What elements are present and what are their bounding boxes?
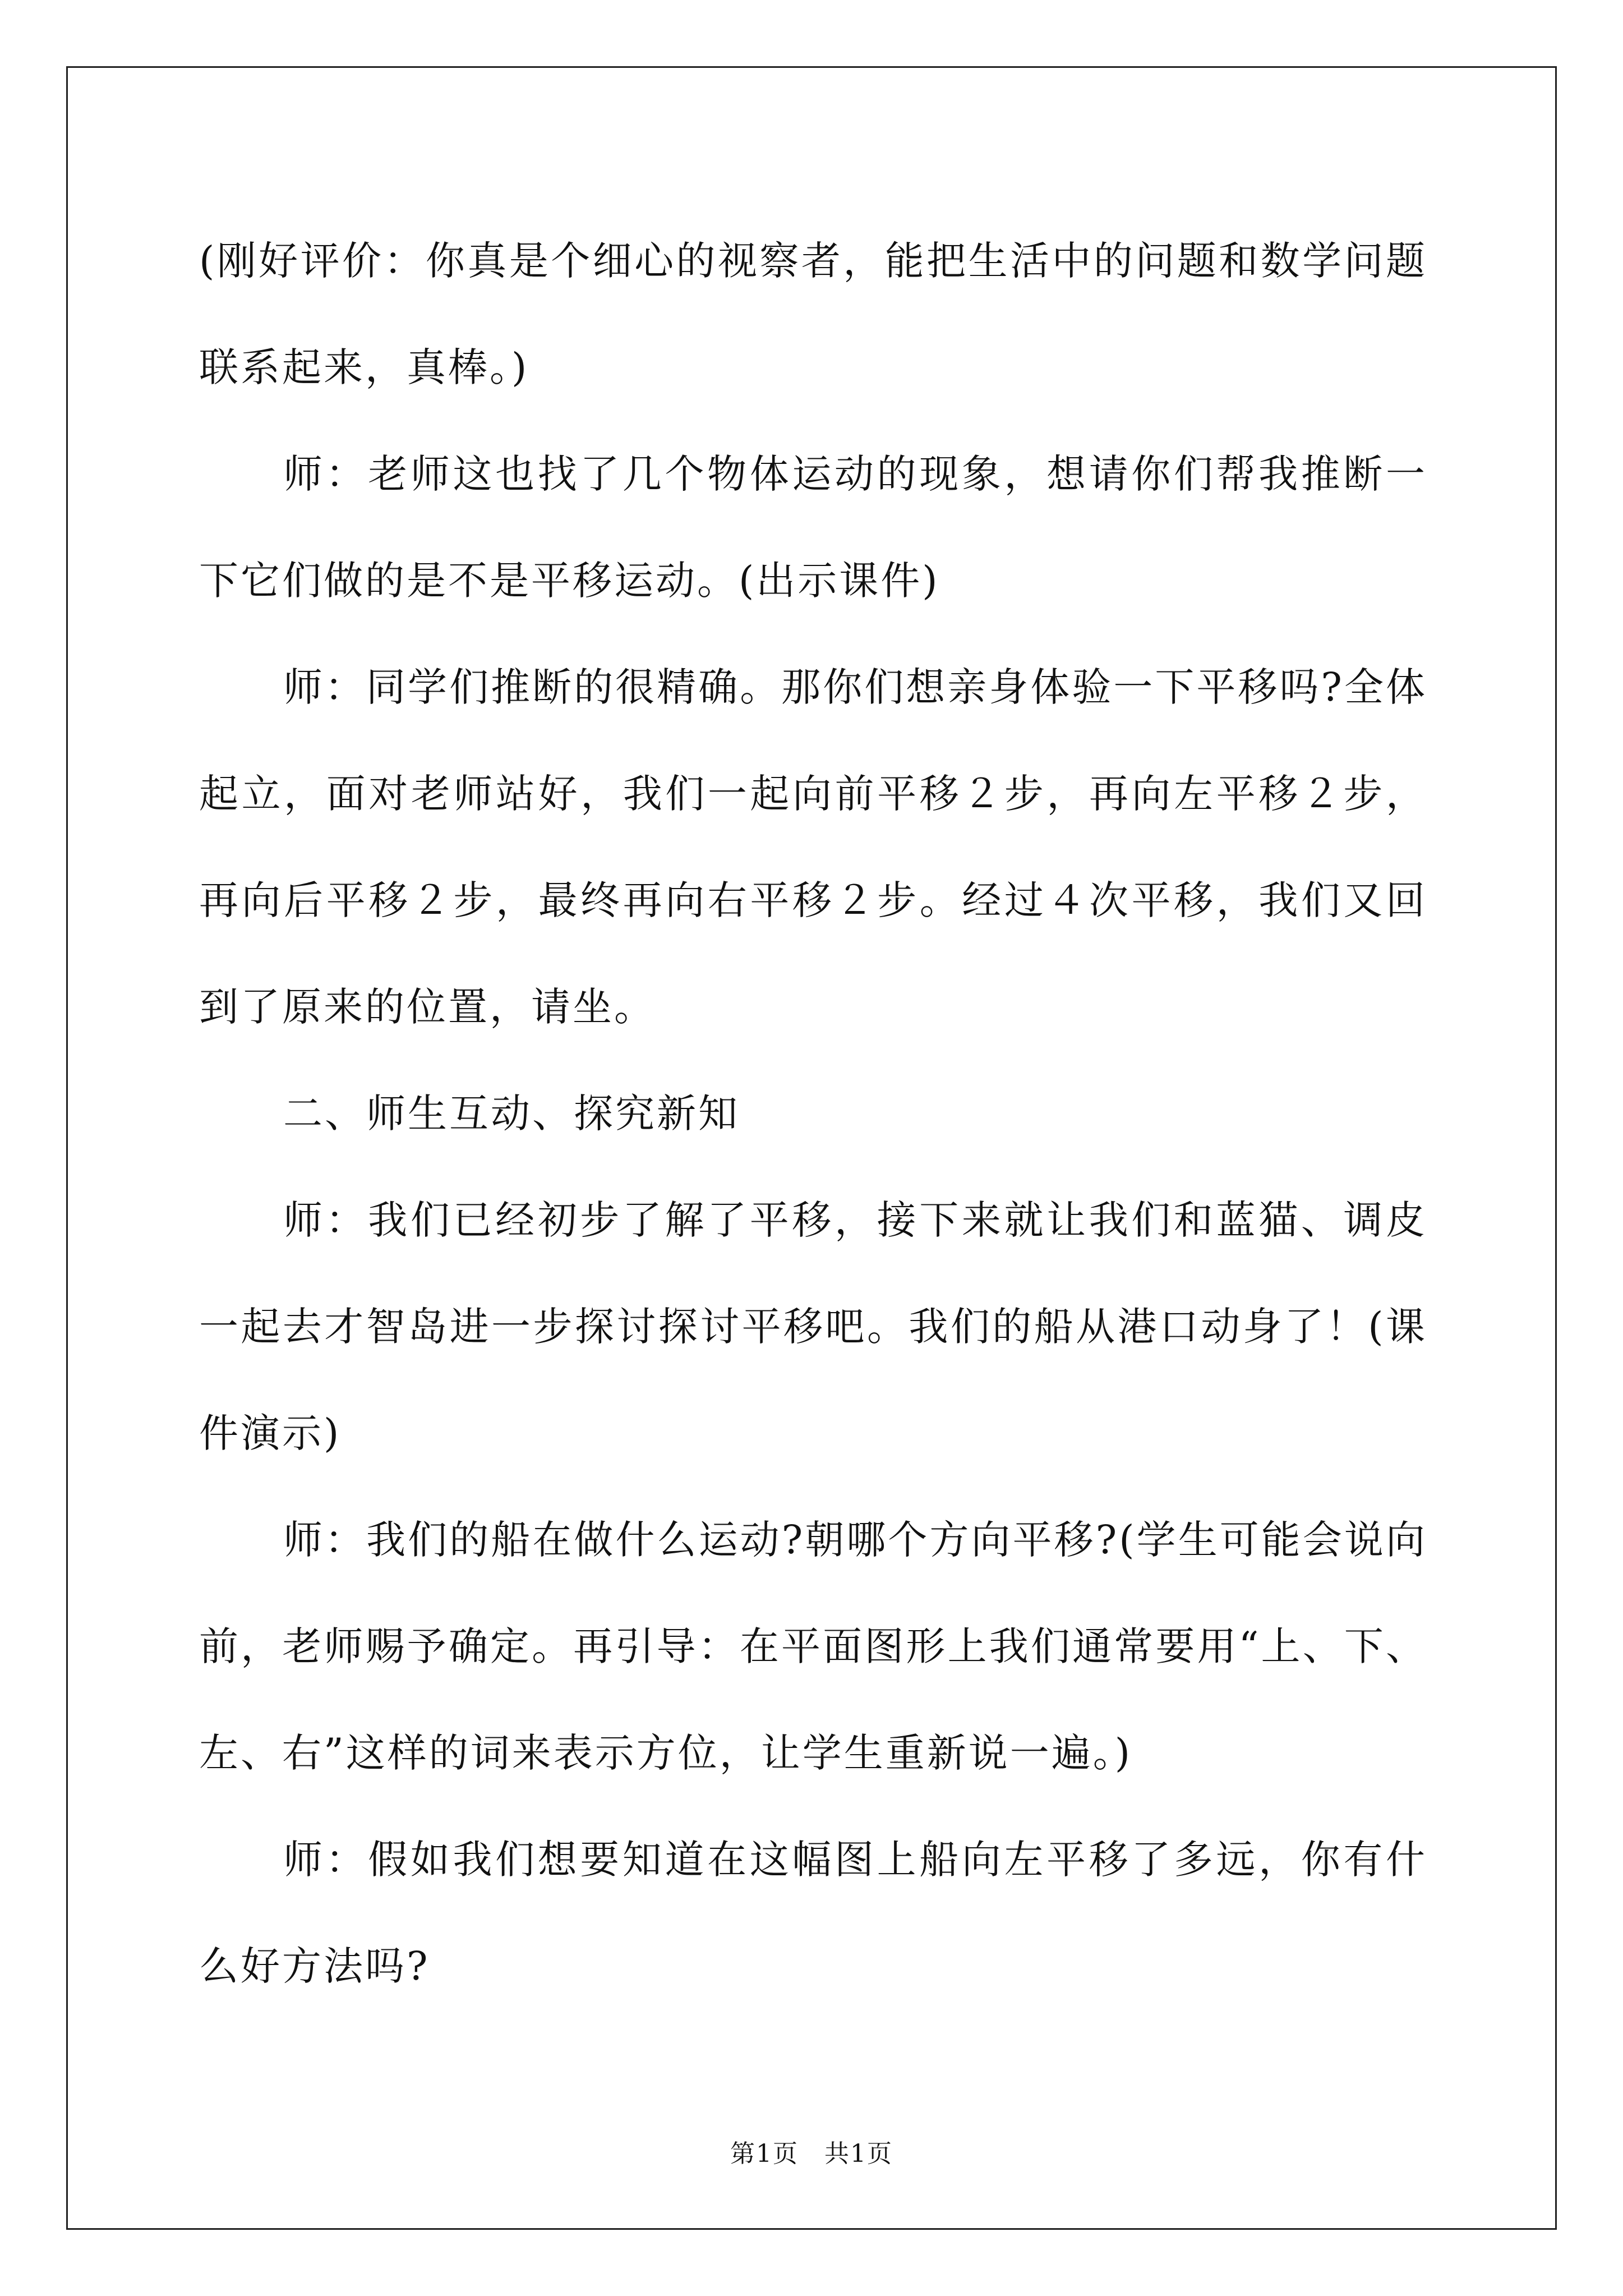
document-body xyxy=(199,208,1427,2019)
paragraph-6: 师：我们的船在做什么运动?朝哪个方向平移?(学生可能会说向前，老师赐予确定。再引导：在平面图形上我们通常要用“上、下、左、右”这样的词来表示方位，让学生重新说一遍。) xyxy=(199,1517,1427,1776)
page-footer: 第1页 共1页 xyxy=(730,2139,893,2168)
section-heading: 二、师生互动、探究新知 xyxy=(283,1091,740,1137)
paragraph-5: 师：我们已经初步了解了平移，接下来就让我们和蓝猫、调皮一起去才智岛进一步探讨探讨平移吧。我们的船从港口动身了！(课件演示) xyxy=(199,1197,1427,1456)
paragraph-1: (刚好评价：你真是个细心的视察者，能把生活中的问题和数学问题联系起来，真棒。) xyxy=(199,238,1427,390)
paragraph-2: 师：老师这也找了几个物体运动的现象，想请你们帮我推断一下它们做的是不是平移运动。(出示课件) xyxy=(199,451,1427,604)
paragraph-7: 师：假如我们想要知道在这幅图上船向左平移了多远，你有什么好方法吗? xyxy=(199,1837,1427,1989)
paragraph-3: 师：同学们推断的很精确。那你们想亲身体验一下平移吗?全体起立，面对老师站好，我们一起向前平移２步，再向左平移２步，再向后平移２步，最终再向右平移２步。经过４次平移，我们又回到了原来的位置，请坐。 xyxy=(199,664,1427,1030)
